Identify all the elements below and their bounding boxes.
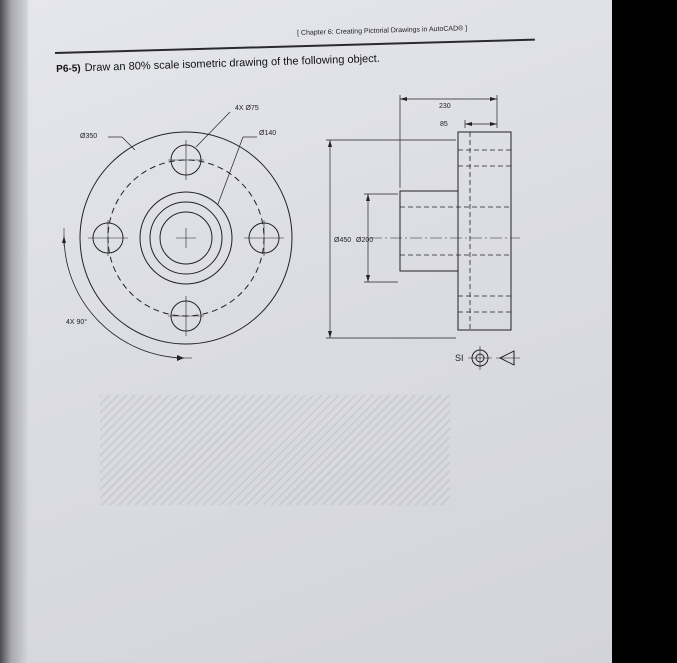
front-view — [64, 112, 292, 358]
hub-length-label: 85 — [440, 121, 448, 128]
side-view — [326, 95, 520, 338]
flange-diameter-label: Ø450 — [334, 237, 352, 244]
flange-profile — [458, 132, 511, 330]
third-angle-projection-symbol — [468, 346, 520, 370]
outer-diameter-label: Ø350 — [80, 133, 98, 140]
center-marks — [88, 140, 284, 336]
angle-label: 4X 90° — [66, 319, 88, 326]
leader-lines — [108, 112, 257, 204]
hub-diameter-label: Ø200 — [356, 237, 374, 244]
width-dimension-label: 230 — [439, 103, 451, 110]
hidden-lines — [400, 132, 511, 330]
projection-symbol-label: SI — [455, 353, 464, 363]
dimension-arrowheads — [62, 97, 497, 361]
hub-profile — [400, 191, 458, 271]
problem-number: P6-5) — [56, 63, 81, 75]
problem-text: Draw an 80% scale isometric drawing of the following object. — [84, 52, 380, 75]
holes-label: 4X Ø75 — [235, 105, 259, 112]
chapter-header: [ Chapter 6: Creating Pictorial Drawings in AutoCAD® ] — [297, 25, 468, 37]
bolt-circle-label: Ø140 — [259, 130, 277, 137]
side-dimensions — [326, 95, 497, 338]
